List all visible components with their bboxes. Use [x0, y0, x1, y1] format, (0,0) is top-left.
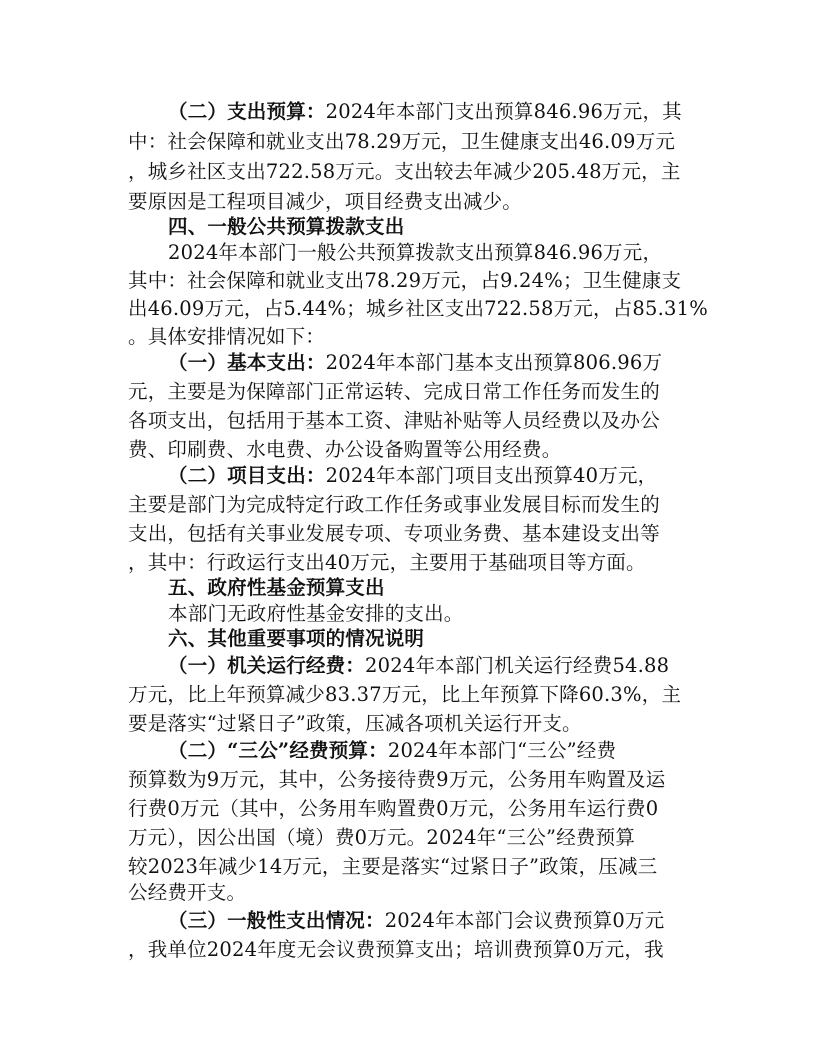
section-subheading: （三）一般性支出情况： — [168, 909, 385, 932]
paragraph-line: 元，主要是为保障部门正常运转、完成日常工作任务而发生的 — [128, 380, 660, 403]
paragraph-line: 其中：社会保障和就业支出78.29万元，占9.24%；卫生健康支 — [128, 269, 682, 292]
paragraph-line: 要是落实“过紧日子”政策，压减各项机关运行开支。 — [128, 712, 582, 735]
section-heading: 六、其他重要事项的情况说明 — [168, 627, 425, 650]
paragraph-line: 要原因是工程项目减少，项目经费支出减少。 — [128, 190, 523, 213]
paragraph-line: 2024年本部门一般公共预算拨款支出预算846.96万元， — [168, 241, 663, 264]
paragraph-line: 预算数为9万元，其中，公务接待费9万元，公务用车购置及运 — [128, 768, 666, 791]
paragraph-line: 万元），因公出国（境）费0万元。2024年“三公”经费预算 — [128, 826, 636, 849]
text-run: 2024年本部门“三公”经费 — [387, 739, 617, 762]
text-run: 2024年本部门项目支出预算40万元， — [325, 464, 658, 487]
section-heading: 四、一般公共预算拨款支出 — [168, 215, 405, 238]
paragraph-line: ，城乡社区支出722.58万元。支出较去年减少205.48万元，主 — [128, 160, 681, 183]
section-subheading: （一）基本支出： — [168, 351, 326, 374]
section-subheading: （一）机关运行经费： — [168, 654, 366, 677]
paragraph-line: 各项支出，包括用于基本工资、津贴补贴等人员经费以及办公 — [128, 409, 660, 432]
paragraph-line — [168, 651, 669, 681]
paragraph-line: 。具体安排情况如下： — [128, 325, 326, 348]
paragraph-line: 本部门无政府性基金安排的支出。 — [168, 602, 464, 625]
paragraph-line: 万元，比上年预算减少83.37万元，比上年预算下降60.3%，主 — [128, 683, 682, 706]
paragraph-line: ，我单位2024年度无会议费预算支出；培训费预算0万元，我 — [128, 938, 664, 961]
paragraph-line — [168, 97, 682, 127]
paragraph-line: 中：社会保障和就业支出78.29万元，卫生健康支出46.09万元 — [128, 130, 676, 153]
section-subheading: （二）项目支出： — [168, 464, 326, 487]
paragraph-line: 主要是部门为完成特定行政工作任务或事业发展目标而发生的 — [128, 493, 660, 516]
section-subheading: （二）支出预算： — [168, 100, 326, 123]
paragraph-line: 费、印刷费、水电费、办公设备购置等公用经费。 — [128, 438, 562, 461]
paragraph-line: 行费0万元（其中，公务用车购置费0万元，公务用车运行费0 — [128, 797, 659, 820]
paragraph-line: 较2023年减少14万元，主要是落实“过紧日子”政策，压减三 — [128, 855, 658, 878]
text-run: 2024年本部门会议费预算0万元 — [384, 909, 665, 932]
text-run: 2024年本部门支出预算846.96万元，其 — [325, 100, 682, 123]
paragraph-line: 公经费开支。 — [128, 881, 247, 904]
paragraph-line — [168, 906, 664, 936]
paragraph-line — [168, 348, 662, 378]
paragraph-line: 支出，包括有关事业发展专项、专项业务费、基本建设支出等 — [128, 522, 660, 545]
paragraph-line — [168, 461, 657, 491]
section-heading: 五、政府性基金预算支出 — [168, 576, 385, 599]
section-subheading: （二）“三公”经费预算： — [168, 739, 388, 762]
paragraph-line: 出46.09万元，占5.44%；城乡社区支出722.58万元，占85.31% — [128, 297, 708, 320]
paragraph-line — [168, 736, 616, 766]
text-run: 2024年本部门机关运行经费54.88 — [365, 654, 670, 677]
paragraph-line: ，其中：行政运行支出40万元，主要用于基础项目等方面。 — [128, 551, 646, 574]
text-run: 2024年本部门基本支出预算806.96万 — [325, 351, 663, 374]
